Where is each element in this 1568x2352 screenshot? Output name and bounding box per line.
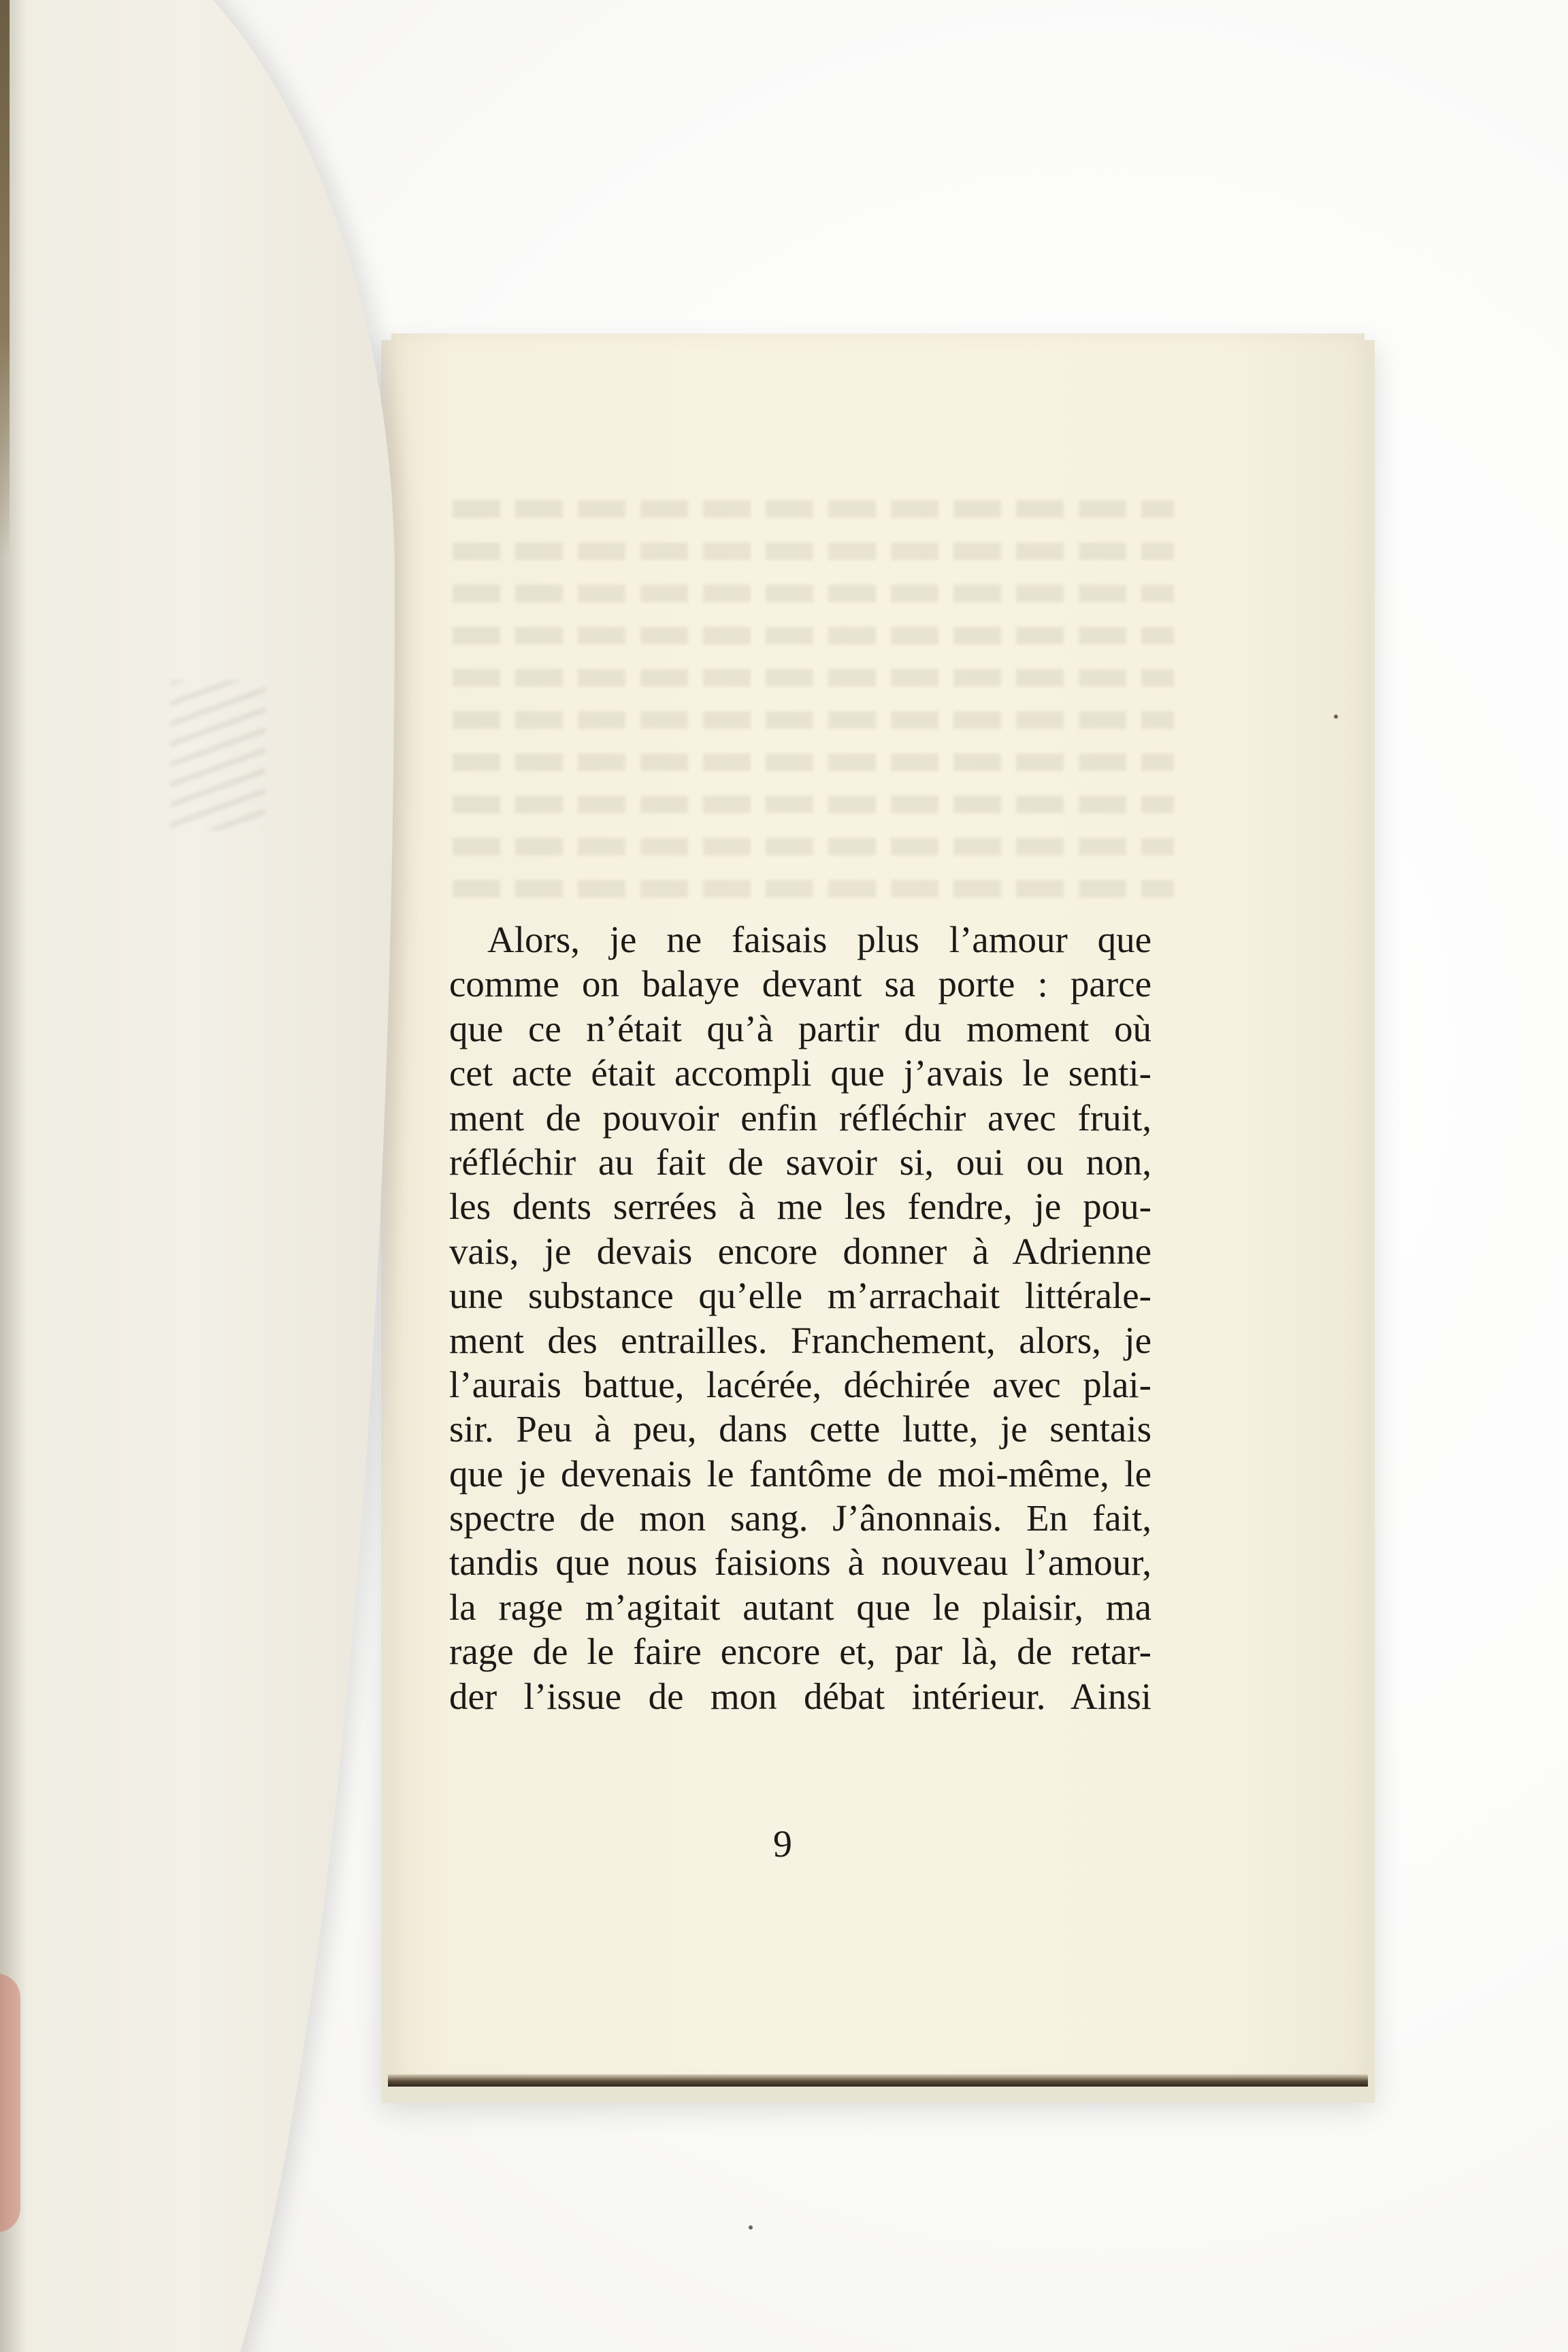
page-bottom-edge (388, 2074, 1368, 2087)
text-line: comme on balaye devant sa porte : parce (449, 963, 1152, 1005)
page-number: 9 (773, 1823, 792, 1865)
binding-strip (0, 0, 10, 558)
text-line: Alors, je ne faisais plus l’amour que (487, 919, 1152, 960)
dust-speck (749, 2225, 753, 2230)
text-line: les dents serrées à me les fendre, je pou- (449, 1186, 1152, 1228)
text-line: sir. Peu à peu, dans cette lutte, je sentais (449, 1408, 1152, 1450)
curled-page-surface (0, 0, 395, 2352)
text-line: ment des entrailles. Franchement, alors, je (449, 1319, 1152, 1361)
text-line: tandis que nous faisions à nouveau l’amour, (449, 1541, 1152, 1584)
text-line: que je devenais le fantôme de moi-même, le (449, 1452, 1152, 1494)
text-line: rage de le faire encore et, par là, de retar- (449, 1631, 1152, 1673)
text-line: vais, je devais encore donner à Adrienne (449, 1230, 1152, 1272)
text-line: que ce n’était qu’à partir du moment où (449, 1007, 1152, 1049)
curl-show-through (170, 681, 265, 830)
text-line: cet acte était accompli que j’avais le senti- (449, 1052, 1152, 1094)
text-line: une substance qu’elle m’arrachait littérale- (449, 1275, 1152, 1317)
text-line: l’aurais battue, lacérée, déchirée avec plai- (449, 1363, 1152, 1405)
curled-left-page (0, 0, 490, 2352)
text-line: la rage m’agitait autant que le plaisir, ma (449, 1586, 1152, 1628)
text-line: der l’issue de mon débat intérieur. Ainsi (449, 1675, 1152, 1717)
text-line: spectre de mon sang. J’ânonnais. En fait, (449, 1497, 1152, 1539)
finger-edge (0, 1974, 20, 2232)
dust-speck (1334, 715, 1338, 719)
page-text-block (449, 917, 1152, 1718)
text-line: réfléchir au fait de savoir si, oui ou non, (449, 1141, 1152, 1183)
text-line: ment de pouvoir enfin réfléchir avec fruit, (449, 1096, 1152, 1139)
show-through-text (453, 500, 1174, 936)
